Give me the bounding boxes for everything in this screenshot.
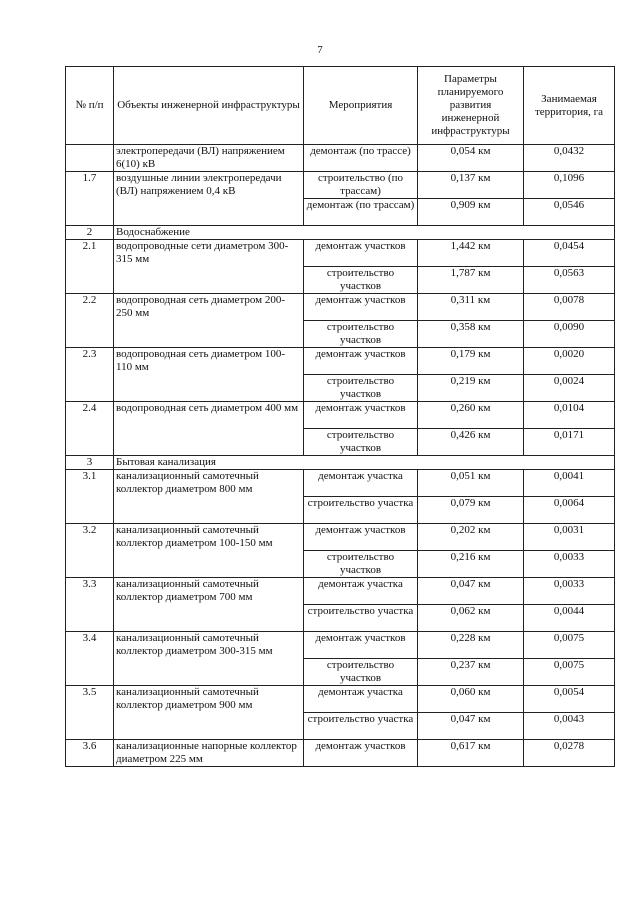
- item-number: 2.1: [66, 240, 114, 294]
- item-area: 0,0064: [524, 497, 615, 524]
- header-num: № п/п: [66, 67, 114, 145]
- item-param: 0,909 км: [418, 199, 524, 226]
- item-activity: демонтаж участков: [304, 740, 418, 767]
- table-row: [66, 686, 615, 713]
- table-body: [66, 145, 615, 767]
- section-title: Бытовая канализация: [114, 456, 615, 470]
- section-number: 2: [66, 226, 114, 240]
- item-activity: демонтаж участков: [304, 348, 418, 375]
- item-activity: демонтаж участков: [304, 240, 418, 267]
- item-area: 0,0546: [524, 199, 615, 226]
- item-param: 0,202 км: [418, 524, 524, 551]
- item-area: 0,0041: [524, 470, 615, 497]
- item-area: 0,1096: [524, 172, 615, 199]
- table-row: [66, 402, 615, 429]
- section-row: [66, 226, 615, 240]
- item-param: 0,047 км: [418, 713, 524, 740]
- section-number: 3: [66, 456, 114, 470]
- item-number: 2.3: [66, 348, 114, 402]
- item-param: 0,260 км: [418, 402, 524, 429]
- item-activity: демонтаж участков: [304, 294, 418, 321]
- item-object: водопроводная сеть диаметром 200-250 мм: [114, 294, 304, 348]
- item-param: 0,047 км: [418, 578, 524, 605]
- item-object: канализационный самотечный коллектор диаметром 100-150 мм: [114, 524, 304, 578]
- infrastructure-table: [65, 66, 615, 767]
- item-object: водопроводная сеть диаметром 400 мм: [114, 402, 304, 456]
- table-row: [66, 578, 615, 605]
- item-activity: демонтаж (по трассе): [304, 145, 418, 172]
- item-activity: демонтаж участка: [304, 470, 418, 497]
- item-activity: демонтаж участка: [304, 578, 418, 605]
- item-object: электропередачи (ВЛ) напряжением 6(10) кВ: [114, 145, 304, 172]
- item-area: 0,0171: [524, 429, 615, 456]
- item-object: канализационный самотечный коллектор диаметром 700 мм: [114, 578, 304, 632]
- table-row: [66, 240, 615, 267]
- item-param: 0,228 км: [418, 632, 524, 659]
- item-param: 0,137 км: [418, 172, 524, 199]
- item-area: 0,0075: [524, 632, 615, 659]
- item-activity: демонтаж участков: [304, 402, 418, 429]
- item-area: 0,0563: [524, 267, 615, 294]
- item-area: 0,0020: [524, 348, 615, 375]
- item-activity: строительство участка: [304, 713, 418, 740]
- item-param: 0,054 км: [418, 145, 524, 172]
- header-area: Занимаемая территория, га: [524, 67, 615, 145]
- item-param: 0,216 км: [418, 551, 524, 578]
- item-activity: строительство участков: [304, 375, 418, 402]
- item-activity: строительство участков: [304, 659, 418, 686]
- item-number: 3.5: [66, 686, 114, 740]
- section-title: Водоснабжение: [114, 226, 615, 240]
- table-row: [66, 145, 615, 172]
- item-area: 0,0078: [524, 294, 615, 321]
- item-param: 0,617 км: [418, 740, 524, 767]
- item-activity: строительство участков: [304, 321, 418, 348]
- item-area: 0,0033: [524, 551, 615, 578]
- item-area: 0,0090: [524, 321, 615, 348]
- item-area: 0,0432: [524, 145, 615, 172]
- item-activity: строительство участков: [304, 429, 418, 456]
- item-param: 1,442 км: [418, 240, 524, 267]
- item-area: 0,0031: [524, 524, 615, 551]
- item-activity: демонтаж участков: [304, 632, 418, 659]
- item-activity: демонтаж участка: [304, 686, 418, 713]
- table-row: [66, 524, 615, 551]
- item-area: 0,0075: [524, 659, 615, 686]
- item-activity: строительство участка: [304, 497, 418, 524]
- item-number: 2.4: [66, 402, 114, 456]
- item-param: 0,179 км: [418, 348, 524, 375]
- item-area: 0,0278: [524, 740, 615, 767]
- item-number: 3.2: [66, 524, 114, 578]
- item-number: 3.6: [66, 740, 114, 767]
- item-param: 0,426 км: [418, 429, 524, 456]
- page-number: 7: [317, 44, 323, 56]
- item-param: 0,051 км: [418, 470, 524, 497]
- item-number: 2.2: [66, 294, 114, 348]
- item-param: 1,787 км: [418, 267, 524, 294]
- item-param: 0,060 км: [418, 686, 524, 713]
- item-param: 0,219 км: [418, 375, 524, 402]
- item-activity: демонтаж участков: [304, 524, 418, 551]
- item-number: 3.3: [66, 578, 114, 632]
- item-activity: строительство участка: [304, 605, 418, 632]
- item-area: 0,0054: [524, 686, 615, 713]
- item-param: 0,062 км: [418, 605, 524, 632]
- item-area: 0,0454: [524, 240, 615, 267]
- item-param: 0,311 км: [418, 294, 524, 321]
- item-param: 0,079 км: [418, 497, 524, 524]
- table-header-row: [66, 67, 615, 145]
- table-row: [66, 172, 615, 199]
- item-area: 0,0104: [524, 402, 615, 429]
- header-params: Параметры планируемого развития инженерной инфраструктуры: [418, 67, 524, 145]
- item-object: водопроводные сети диаметром 300-315 мм: [114, 240, 304, 294]
- item-area: 0,0043: [524, 713, 615, 740]
- item-object: канализационный самотечный коллектор диаметром 800 мм: [114, 470, 304, 524]
- item-number: 1.7: [66, 172, 114, 226]
- header-object: Объекты инженерной инфраструктуры: [114, 67, 304, 145]
- item-param: 0,237 км: [418, 659, 524, 686]
- item-object: водопроводная сеть диаметром 100-110 мм: [114, 348, 304, 402]
- item-object: канализационный самотечный коллектор диаметром 900 мм: [114, 686, 304, 740]
- item-param: 0,358 км: [418, 321, 524, 348]
- item-number: 3.1: [66, 470, 114, 524]
- item-area: 0,0033: [524, 578, 615, 605]
- item-activity: демонтаж (по трассам): [304, 199, 418, 226]
- item-area: 0,0044: [524, 605, 615, 632]
- table-row: [66, 740, 615, 767]
- section-row: [66, 456, 615, 470]
- item-activity: строительство участков: [304, 551, 418, 578]
- header-activity: Мероприятия: [304, 67, 418, 145]
- item-object: канализационные напорные коллектор диаметром 225 мм: [114, 740, 304, 767]
- item-area: 0,0024: [524, 375, 615, 402]
- table-row: [66, 632, 615, 659]
- item-object: канализационный самотечный коллектор диаметром 300-315 мм: [114, 632, 304, 686]
- table-row: [66, 470, 615, 497]
- table-row: [66, 294, 615, 321]
- table-row: [66, 348, 615, 375]
- item-number: 3.4: [66, 632, 114, 686]
- item-activity: строительство участков: [304, 267, 418, 294]
- item-activity: строительство (по трассам): [304, 172, 418, 199]
- item-number: [66, 145, 114, 172]
- item-object: воздушные линии электропередачи (ВЛ) напряжением 0,4 кВ: [114, 172, 304, 226]
